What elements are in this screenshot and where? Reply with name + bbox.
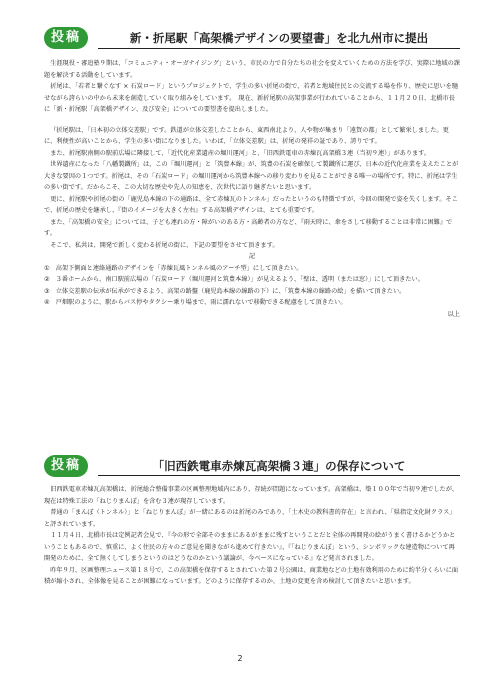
- section-2-paragraph: 普通の「まんぽ（トンネル）」と「ねじりまんぽ」が一緒にあるのは折尾のみであり、「土木史の教科書的存在」と言われ、「県指定文化財クラス」と評されています。: [44, 509, 456, 528]
- section-2-paragraph: １１月４日、北橋市長は定例記者会見で、『今の形で全部そのままにあるがままに残すということだと全体の再開発の絵がうまく書けるかどうかということもあるので、慎重に、よく住民の方々のご意見を聞きながら進めて行きたい』、『「ねじりまんぽ」という、シンボリックな建造物について再開発のために、全て無くしてしまうというのはどうなのかという議論が、今ベースになっている』など発言されました。: [44, 532, 456, 562]
- section-1-paragraph: また、「高架橋の安全」については、子ども連れの方・障がいのある方・高齢者の方など、『雨天時に、傘をさして移動することは非常に困難』です。: [44, 218, 453, 237]
- section-2-body: [44, 484, 460, 588]
- section-2-badge: 投稿: [44, 455, 88, 477]
- section-2-paragraph: 昨年９月、区画整理ニュース第１８号で、この高架橋を保存するとされていた第２号公園は、商業地などの土地有効利用のために約半分くらいに面積が縮小され、全体像を見ることが困難になっています。どのように保存するのか、土地の変更を含め検討して頂きたいと思います。: [44, 566, 459, 585]
- section-2-title: 「旧西鉄電車赤煉瓦高架橋３連」の保存について: [152, 459, 406, 473]
- section-1-paragraph: 『折尾駅は、「日本初の立体交差駅」です。鉄道が立体交差したことから、東西南北より、人や物が集まり「遠賀の都」として繁栄しました。更に、利便性が高いことから、学生の多い街になりました。いわば、「立体交差駅」は、折尾の発祥の証であり、誇りです。: [44, 126, 449, 145]
- closing-mark: 以上: [447, 310, 460, 318]
- request-item: ① 高架下側面と連絡通路のデザインを「赤煉瓦風トンネル風のアーチ型」にして頂きたい。: [44, 264, 303, 272]
- section-1-title: 新・折尾駅「高架橋デザインの要望書」を北九州市に提出: [129, 31, 429, 45]
- section-2-title-underline: [98, 475, 460, 476]
- section-1-header: [44, 26, 460, 52]
- section-1-badge: 投稿: [44, 27, 88, 49]
- section-1-paragraph: 折尾は、「若者と繋ぐなす × 石炭ロード」というプロジェクトで、学生の多い折尾の街で、若者と地域住民との交流する場を作り、歴史に思いを馳せながら誇らいの中から未来を創造していく取り組みをしています。 現在、新折尾駅の高架事業が行われていることから、１１月２０日、北橋市長に「新・折尾駅「高架橋デザイン、及び安全」についての要望書を提出しました。: [44, 83, 459, 113]
- section-1-body: [44, 58, 460, 320]
- note-mark: 記: [248, 253, 256, 260]
- page-number: 2: [237, 654, 243, 663]
- section-1-paragraph: 世界遺産になった「八幡製鐵所」は、この「堀川運河」と「筑豊本線」が、筑豊の石炭を確保して製鐵所に運び、日本の近代化産業を支えたことが大きな要因の１つです。折尾は、その「石炭ロード」の堀川運河から筑豊本線への移り変わりを見ることができる唯一の場所です。特に、折尾は学生の多い街です。だからこそ、この大切な歴史や先人の知恵を、次世代に語り継ぎたいと思います。: [44, 161, 459, 191]
- section-1-paragraph: そこで、私共は、開発で新しく変わる折尾の街に、下記の要望をさせて頂きます。: [50, 241, 279, 249]
- section-1-paragraph: 更に、折尾駅や折尾の街の「鹿児島本線の下の通路は、全て赤煉瓦のトンネル」だったというのも特徴ですが、今回の開発で姿を失くします。そこで、折尾の歴史を継承し、『街のイメージを大きく左右』する高架橋デザインは、とても重要です。: [44, 195, 458, 214]
- section-1-paragraph: また、折尾駅南側の駅前広場に隣接して、「近代化産業遺産の堀川運河」と、「旧西鉄電車の赤煉瓦高架橋３連（当初９連）」があります。: [50, 149, 431, 157]
- section-2-paragraph: 旧西鉄電車赤煉瓦高架橋は、折尾総合整備事業の区画整理地域内にあり、存続が問題になっています。高架橋は、築１００年で当初９連でしたが、現在は特殊工法の「ねじりまんぽ」を含む３連が現存しています。: [44, 486, 459, 505]
- section-2-header: [44, 454, 460, 480]
- request-item: ④ 戸畑駅のように、駅からバス停やタクシー乗り場まで、雨に濡れないで移動できる配慮をして頂きたい。: [44, 299, 347, 306]
- section-1-paragraph: 生涯現役・審追塾９期は、「コミュニティ・オーガナイジング」という、市民の力で自分たちの社会を変えていくための方法を学び、実際に地域の課題を解決する活動をしています。: [44, 60, 460, 79]
- section-1-title-underline: [98, 48, 460, 49]
- request-item: ③ 立体交差駅の伝承が伝承ができるよう、高架の路盤（鹿児島本線の線路の下）に、「筑豊本線の線路の絵」を描いて頂きたい。: [44, 287, 406, 295]
- request-item: ② ３番ホームから、南口駅前広場の「石炭ロード（堀川運河と筑豊本線）」が見えるよう、「壁は、透明（または窓）」にして頂きたい。: [44, 276, 424, 283]
